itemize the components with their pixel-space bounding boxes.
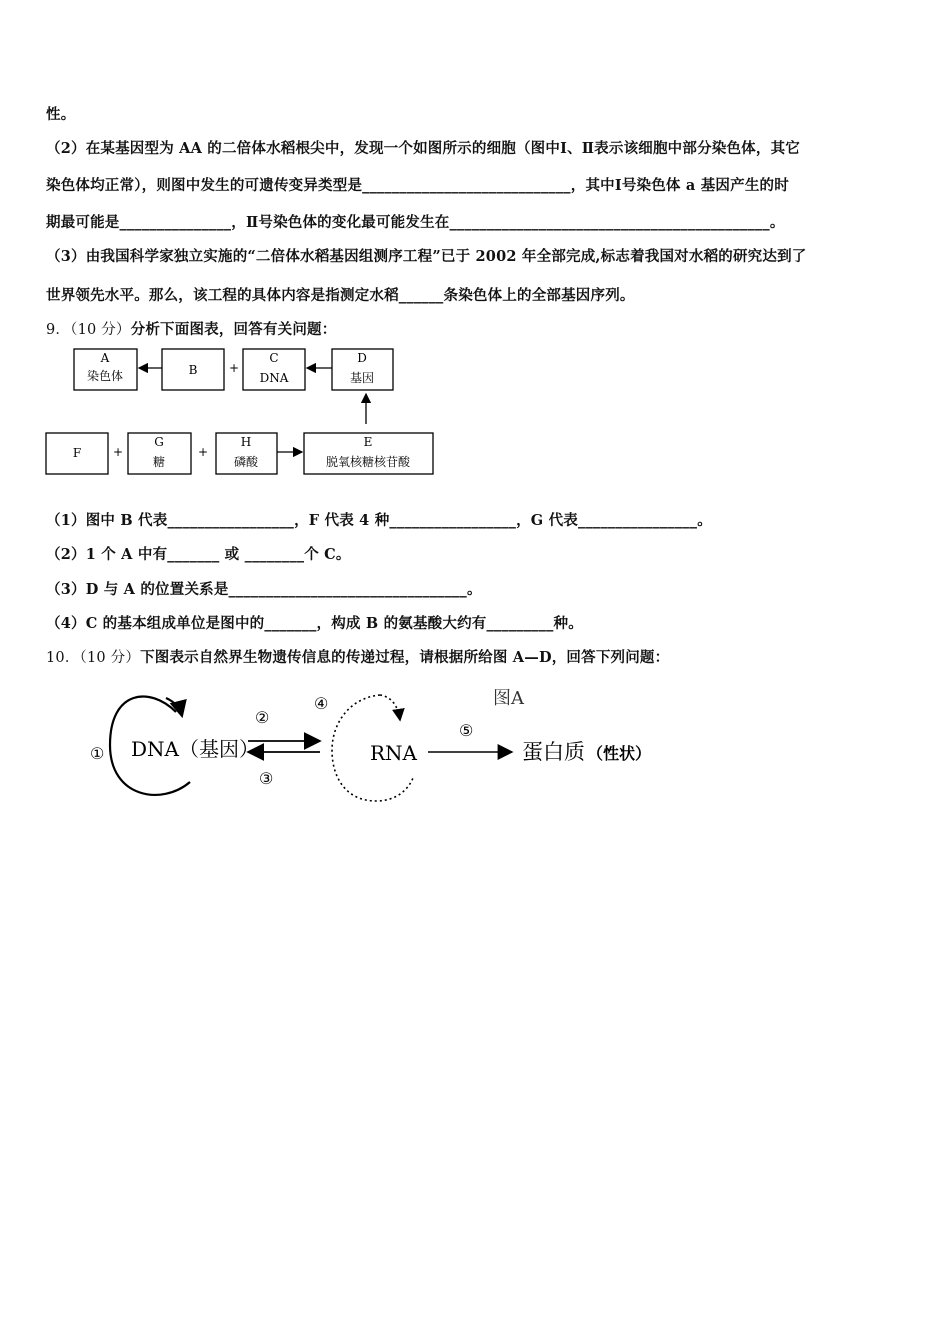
text-line-2: （2）在某基因型为 AA 的二倍体水稻根尖中，发现一个如图所示的细胞（图中Ⅰ、Ⅱ表示该细胞中部分染色体，其它 — [46, 140, 800, 157]
question-9-text: 分析下面图表，回答有关问题： — [130, 321, 337, 338]
replication-arrowhead — [166, 698, 182, 716]
label-D-name: 基因 — [349, 371, 375, 385]
question-10-heading — [46, 646, 669, 667]
question-10-text: 下图表示自然界生物遗传信息的传递过程，请根据所给图 A—D，回答下列问题： — [140, 649, 670, 666]
dna-label: DNA（基因） — [131, 737, 259, 761]
figure-A-title: 图A — [493, 688, 524, 709]
num-3: ③ — [259, 769, 274, 788]
label-G-name: 糖 — [152, 455, 166, 469]
text-line-4: 期最可能是_______________，Ⅱ号染色体的变化最可能发生在___________________________________________。 — [46, 214, 785, 231]
label-F-letter: F — [72, 446, 82, 460]
label-C-letter: C — [269, 351, 279, 365]
label-H-letter: H — [240, 435, 252, 449]
label-H-name: 磷酸 — [233, 455, 259, 469]
text-line-5: （3）由我国科学家独立实施的“二倍体水稻基因组测序工程”已于 2002 年全部完成,标志着我国对水稻的研究达到了 — [46, 248, 807, 265]
num-2: ② — [255, 708, 270, 727]
rna-label: RNA — [370, 741, 418, 765]
text-line-3: 染色体均正常），则图中发生的可遗传变异类型是____________________________，其中Ⅰ号染色体 a 基因产生的时 — [46, 177, 789, 194]
label-A-letter: A — [100, 351, 110, 365]
text-line-6: 世界领先水平。那么，该工程的具体内容是指测定水稻______条染色体上的全部基因序列。 — [46, 287, 635, 304]
q9-sub-3: （3）D 与 A 的位置关系是________________________________。 — [46, 581, 482, 598]
question-9-number: 9．（10 分） — [46, 322, 131, 338]
plus-GH: + — [197, 445, 209, 459]
q9-sub-1: （1）图中 B 代表_________________，F 代表 4 种_________________，G 代表________________。 — [46, 512, 712, 529]
label-D-letter: D — [357, 351, 367, 365]
diagram-10 — [80, 680, 680, 810]
q9-sub-2: （2）1 个 A 中有_______ 或 ________个 C。 — [46, 546, 351, 563]
label-C-name: DNA — [259, 371, 289, 385]
plus-BC: + — [228, 361, 240, 375]
num-5: ⑤ — [459, 721, 474, 740]
plus-FG: + — [112, 445, 124, 459]
label-E-letter: E — [363, 435, 373, 449]
question-10-number: 10．（10 分） — [46, 650, 141, 666]
question-9-heading — [46, 318, 336, 339]
label-E-name: 脱氧核糖核苷酸 — [325, 455, 411, 469]
diagram-9 — [40, 340, 440, 485]
text-line-1: 性。 — [46, 106, 76, 123]
num-1: ① — [90, 744, 105, 763]
q9-sub-4: （4）C 的基本组成单位是图中的_______，构成 B 的氨基酸大约有_________种。 — [46, 615, 583, 632]
label-G-letter: G — [154, 435, 164, 449]
label-A-name: 染色体 — [86, 369, 124, 383]
label-B-letter: B — [188, 363, 198, 377]
rna-replication-arrowhead — [380, 695, 400, 720]
num-4: ④ — [314, 694, 329, 713]
trait-label: （性状） — [587, 744, 652, 763]
protein-label: 蛋白质 — [522, 740, 585, 764]
